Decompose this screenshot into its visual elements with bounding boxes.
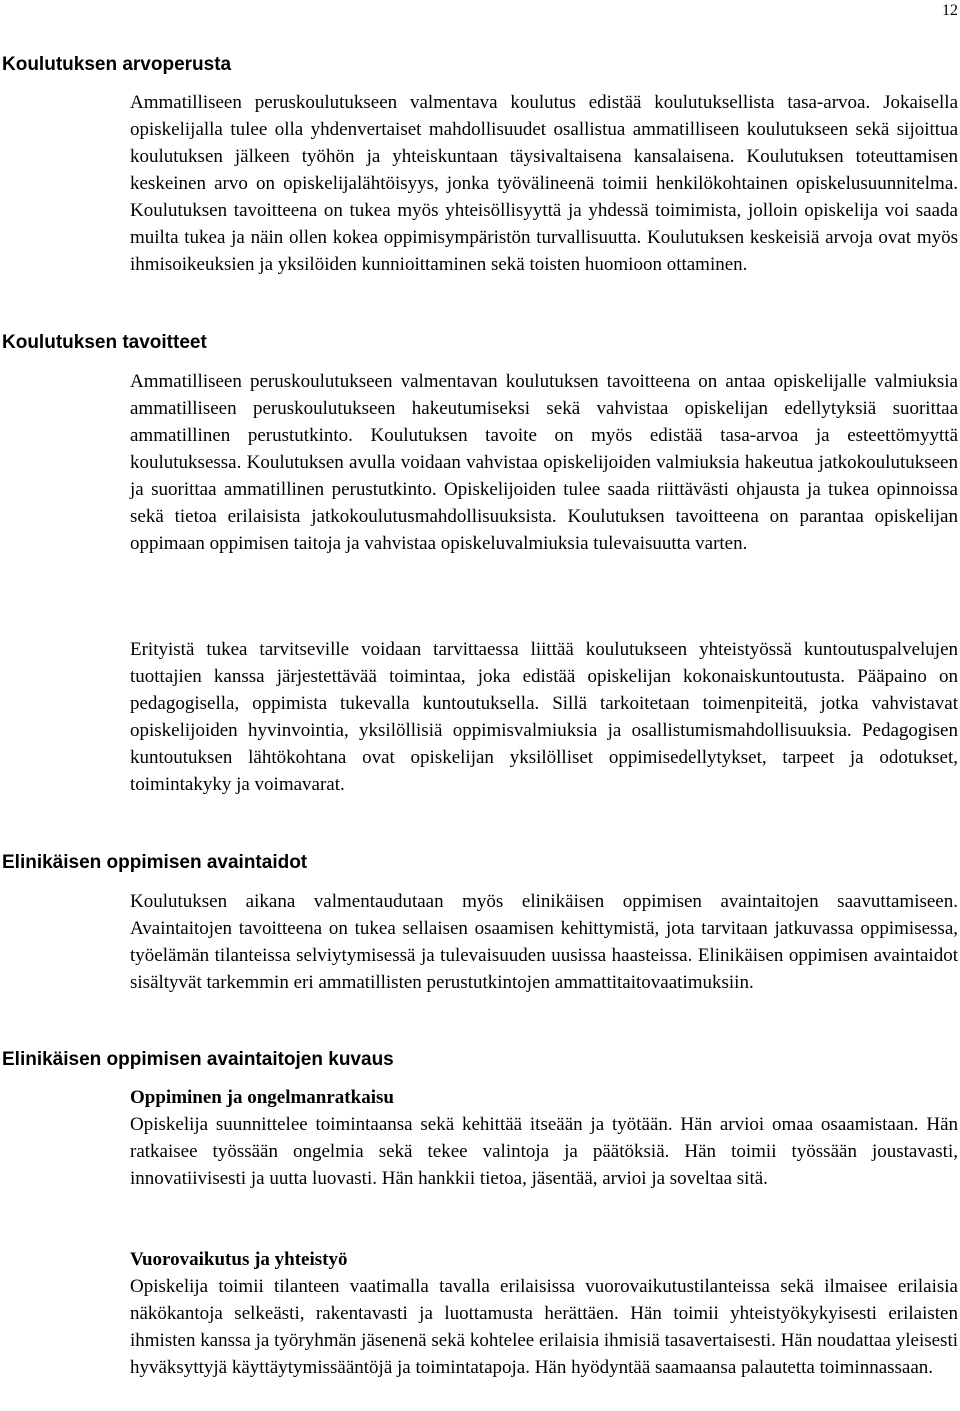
paragraph-arvoperusta: Ammatilliseen peruskoulutukseen valmentava koulutus edistää koulutuksellista tasa-arvoa. Jokaisella opiskelijalla tulee olla yhdenvertaiset mahdollisuudet osallistua ammatilliseen koulutukseen sekä sijoittua koulutuksen jälkeen työhön ja yhteiskuntaan täysivaltaisena kansalaisena. Koulutuksen toteuttamisen keskeinen arvo on opiskelijalähtöisyys, jonka työvälineenä toimii henkilökohtainen opiskelusuunnitelma. Koulutuksen tavoitteena on tukea myös yhteisöllisyyttä ja yhdessä toimimista, jolloin opiskelija voi saada muilta tukea ja näin ollen kokea oppimisympäristön turvallisuutta. Koulutuksen keskeisiä arvoja ovat myös ihmisoikeuksien ja yksilöiden kunnioittaminen sekä toisten huomioon ottaminen.	[130, 92, 958, 275]
heading-kuvaus: Elinikäisen oppimisen avaintaitojen kuvaus	[2, 1049, 394, 1070]
heading-arvoperusta: Koulutuksen arvoperusta	[2, 54, 232, 75]
heading-tavoitteet: Koulutuksen tavoitteet	[2, 332, 207, 353]
paragraph-tavoitteet-1: Ammatilliseen peruskoulutukseen valmentavan koulutuksen tavoitteena on antaa opiskelijalle valmiuksia ammatilliseen peruskoulutukseen hakeutumiseksi sekä vahvistaa opiskelijan edellytyksiä suorittaa ammatillinen perustutkinto. Koulutuksen tavoite on myös edistää tasa-arvoa ja esteettömyyttä koulutuksessa. Koulutuksen avulla voidaan vahvistaa opiskelijoiden valmiuksia hakeutua jatkokoulutukseen ja suorittaa ammatillinen perustutkinto. Opiskelijoiden tulee saada riittävästi ohjausta ja tukea opinnoissa sekä tietoa erilaisista jatkokoulutusmahdollisuuksista. Koulutuksen tavoitteena on parantaa opiskelijan oppimaan oppimisen taitoja ja vahvistaa opiskeluvalmiuksia tulevaisuutta varten.	[130, 371, 958, 554]
paragraph-vuorovaikutus: Opiskelija toimii tilanteen vaatimalla tavalla erilaisissa vuorovaikutustilanteissa sekä ilmaisee erilaisia näkökantoja selkeästi, rakentavasti ja luottamusta herättäen. Hän toimii yhteistyökykyisesti erilaisten ihmisten kanssa ja työryhmän jäsenenä sekä kohtelee erilaisia ihmisiä tasavertaisesti. Hän noudattaa yleisesti hyväksyttyjä käyttäytymissääntöjä ja toimintatapoja. Hän hyödyntää saamaansa palautetta toiminnassaan.	[130, 1276, 958, 1378]
subheading-vuorovaikutus: Vuorovaikutus ja yhteistyö	[130, 1249, 348, 1270]
page-number: 12	[942, 2, 958, 19]
paragraph-oppiminen: Opiskelija suunnittelee toimintaansa sekä kehittää itseään ja työtään. Hän arvioi omaa osaamistaan. Hän ratkaisee työssään ongelmia sekä tekee valintoja ja päätöksiä. Hän toimii työssään joustavasti, innovatiivisesti ja uutta luovasti. Hän hankkii tietoa, jäsentää, arvioi ja soveltaa sitä.	[130, 1114, 958, 1189]
paragraph-avaintaidot: Koulutuksen aikana valmentaudutaan myös elinikäisen oppimisen avaintaitojen saavuttamiseen. Avaintaitojen tavoitteena on tukea sellaisen osaamisen kehittymistä, jota tarvitaan jatkuvassa oppimisessa, työelämän tilanteissa selviytymisessä ja tulevaisuuden uusissa haasteissa. Elinikäisen oppimisen avaintaidot sisältyvät tarkemmin eri ammatillisten perustutkintojen ammattitaitovaatimuksiin.	[130, 891, 958, 993]
heading-avaintaidot: Elinikäisen oppimisen avaintaidot	[2, 852, 308, 873]
paragraph-tavoitteet-2: Erityistä tukea tarvitseville voidaan tarvittaessa liittää koulutukseen yhteistyössä kuntoutuspalvelujen tuottajien kanssa järjestettävää toimintaa, joka edistää opiskelijan kokonaiskuntoutusta. Pääpaino on pedagogisella, oppimista tukevalla kuntoutuksella. Sillä tarkoitetaan toimenpiteitä, jotka vahvistavat opiskelijoiden hyvinvointia, yksilöllisiä oppimisvalmiuksia ja osallistumismahdollisuuksia. Pedagogisen kuntoutuksen lähtökohtana ovat opiskelijan yksilölliset oppimisedellytykset, tarpeet ja odotukset, toimintakyky ja voimavarat.	[130, 639, 958, 795]
section-kuvaus-2	[130, 1246, 958, 1381]
section-tavoitteet-2	[130, 636, 958, 798]
section-kuvaus-1	[130, 1084, 958, 1192]
subheading-oppiminen: Oppiminen ja ongelmanratkaisu	[130, 1087, 394, 1108]
section-avaintaidot	[130, 888, 958, 996]
section-arvoperusta	[130, 89, 958, 278]
section-tavoitteet-1	[130, 368, 958, 557]
